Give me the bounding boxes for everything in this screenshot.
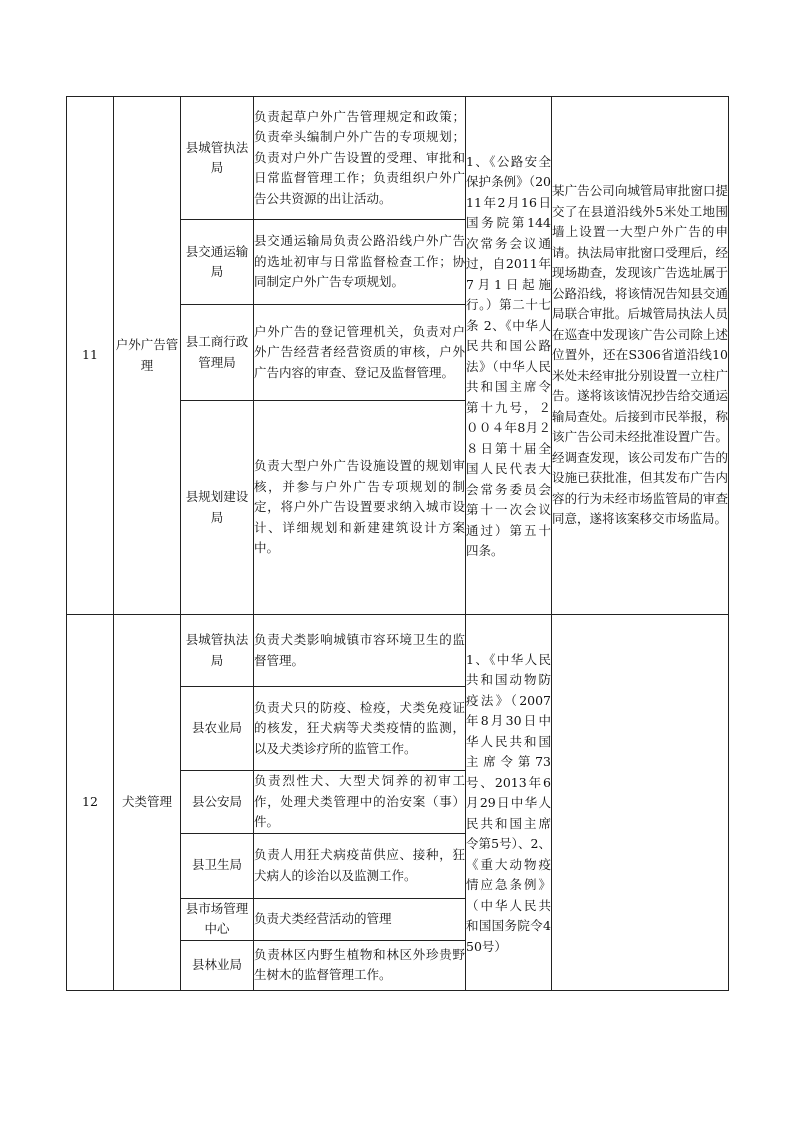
department-cell: 县城管执法局 bbox=[181, 615, 254, 687]
department-cell: 县交通运输局 bbox=[181, 220, 254, 305]
department-cell: 县林业局 bbox=[181, 940, 254, 990]
legal-basis-cell: 1、《公路安全保护条例》（2011年2月16日国务院第144次常务会议通过，自2011年7月1日起施行。）第二十七条 2、《中华人民共和国公路法》（中华人民共和国主席令第十九号，２００４年8月２８日第十届全国人民代表大会常务委员会第十一次会议通过）第五十四条。 bbox=[466, 97, 552, 615]
duty-cell: 负责起草户外广告管理规定和政策；负责牵头编制户外广告的专项规划；负责对户外广告设置的受理、审批和日常监督管理工作；负责组织户外广告公共资源的出让活动。 bbox=[254, 97, 466, 220]
row-number: 12 bbox=[67, 615, 114, 991]
department-cell: 县农业局 bbox=[181, 687, 254, 771]
case-cell bbox=[552, 615, 729, 991]
duty-cell: 负责犬类影响城镇市容环境卫生的监督管理。 bbox=[254, 615, 466, 687]
duty-cell: 负责人用狂犬病疫苗供应、接种，狂犬病人的诊治以及监测工作。 bbox=[254, 833, 466, 898]
item-name: 犬类管理 bbox=[114, 615, 181, 991]
department-cell: 县公安局 bbox=[181, 771, 254, 834]
department-cell: 县市场管理中心 bbox=[181, 898, 254, 940]
department-cell: 县卫生局 bbox=[181, 833, 254, 898]
case-cell: 某广告公司向城管局审批窗口提交了在县道沿线外5米处工地围墙上设置一大型户外广告的申请。执法局审批窗口受理后，经现场勘查，发现该广告选址属于公路沿线，将该情况告知县交通局联合审批。后城管局执法人员在巡查中发现该广告公司除上述位置外，还在S306省道沿线10米处未经审批分别设置一立柱广告。遂将该该情况抄告给交通运输局查处。后接到市民举报，称该广告公司未经批准设置广告。经调查发现，该公司发布广告的设施已获批准，但其发布广告内容的行为未经市场监管局的审查同意，遂将该案移交市场监局。 bbox=[552, 97, 729, 615]
table-row bbox=[67, 615, 729, 687]
legal-basis-cell: 1、《中华人民共和国动物防疫法》（2007年8月30日中华人民共和国主席令第73号、2013年6月29日中华人民共和国主席令第5号）、2、《重大动物疫情应急条例》（中华人民共和国国务院令450号） bbox=[466, 615, 552, 991]
department-cell: 县工商行政管理局 bbox=[181, 305, 254, 401]
duty-cell: 负责林区内野生植物和林区外珍贵野生树木的监督管理工作。 bbox=[254, 940, 466, 990]
duty-cell: 负责大型户外广告设施设置的规划审核，并参与户外广告专项规划的制定，将户外广告设置要求纳入城市设计、详细规划和新建建筑设计方案中。 bbox=[254, 401, 466, 615]
table-row bbox=[67, 97, 729, 220]
duty-cell: 县交通运输局负责公路沿线户外广告的选址初审与日常监督检查工作；协同制定户外广告专项规划。 bbox=[254, 220, 466, 305]
duty-cell: 户外广告的登记管理机关，负责对户外广告经营者经营资质的审核，户外广告内容的审查、登记及监督管理。 bbox=[254, 305, 466, 401]
duty-cell: 负责烈性犬、大型犬饲养的初审工作，处理犬类管理中的治安案（事）件。 bbox=[254, 771, 466, 834]
duty-cell: 负责犬类经营活动的管理 bbox=[254, 898, 466, 940]
responsibility-table bbox=[66, 96, 729, 991]
item-name: 户外广告管理 bbox=[114, 97, 181, 615]
department-cell: 县城管执法局 bbox=[181, 97, 254, 220]
department-cell: 县规划建设局 bbox=[181, 401, 254, 615]
duty-cell: 负责犬只的防疫、检疫，犬类免疫证的核发，狂犬病等犬类疫情的监测，以及犬类诊疗所的监管工作。 bbox=[254, 687, 466, 771]
row-number: 11 bbox=[67, 97, 114, 615]
